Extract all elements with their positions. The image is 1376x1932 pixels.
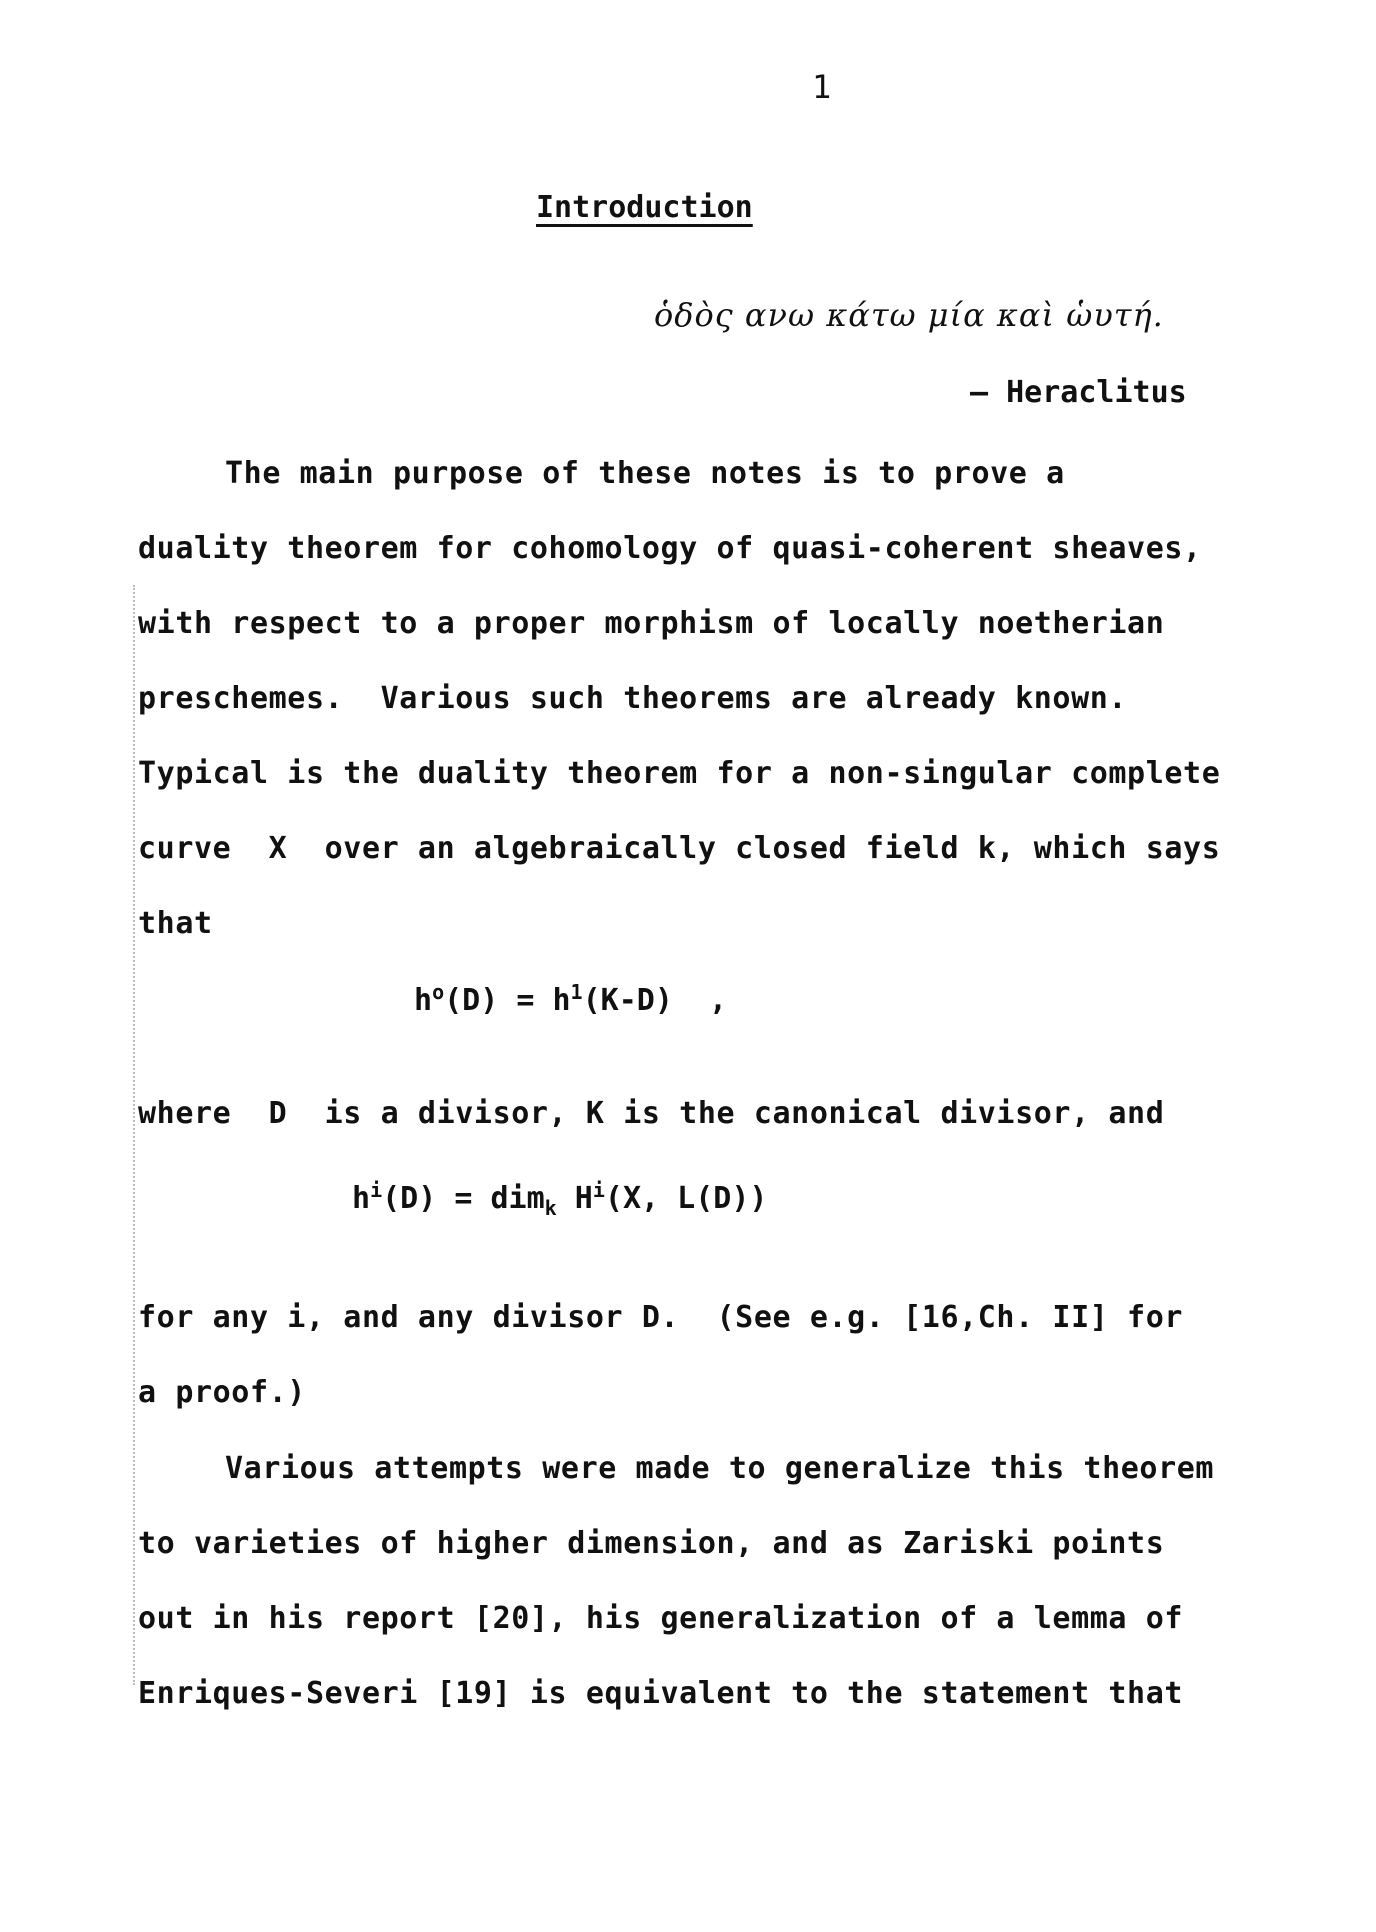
- text-line: Typical is the duality theorem for a non-singular complete: [138, 756, 1221, 791]
- eq-superscript: o: [432, 980, 445, 1004]
- epigraph-quote: ὁδὸς ανω κάτω μία καὶ ὡυτή.: [654, 296, 1164, 334]
- text-line: that: [138, 906, 213, 941]
- text-line: out in his report [20], his generalization of a lemma of: [138, 1601, 1184, 1636]
- eq-equals: =: [498, 983, 553, 1018]
- eq-dim: dim: [490, 1181, 545, 1216]
- text-line: duality theorem for cohomology of quasi-coherent sheaves,: [138, 531, 1202, 566]
- epigraph-attribution: — Heraclitus: [970, 375, 1187, 410]
- text-line: Enriques-Severi [19] is equivalent to the statement that: [138, 1676, 1184, 1711]
- text-line: to varieties of higher dimension, and as Zariski points: [138, 1526, 1165, 1561]
- eq-superscript: 1: [570, 980, 583, 1004]
- text-line: for any i, and any divisor D. (See e.g. [16,Ch. II] for: [138, 1300, 1184, 1335]
- eq-argument: (K-D): [582, 983, 673, 1018]
- text-line: Various attempts were made to generalize this theorem: [225, 1451, 1215, 1486]
- margin-scan-line: [133, 585, 135, 1685]
- equation-serre-duality: [414, 980, 727, 1018]
- eq-argument: (X, L(D)): [604, 1181, 768, 1216]
- text-line: The main purpose of these notes is to prove a: [225, 456, 1065, 491]
- eq-subscript: k: [544, 1196, 557, 1220]
- page-number: 1: [812, 68, 832, 106]
- eq-symbol: H: [556, 1181, 593, 1216]
- equation-dimension: [352, 1178, 767, 1220]
- eq-argument: (D): [444, 983, 499, 1018]
- text-line: a proof.): [138, 1375, 306, 1410]
- section-title: Introduction: [536, 190, 753, 225]
- text-line: curve X over an algebraically closed field k, which says: [138, 831, 1221, 866]
- eq-argument: (D): [382, 1181, 437, 1216]
- eq-symbol: h: [552, 983, 571, 1018]
- eq-equals: =: [436, 1181, 491, 1216]
- text-line: where D is a divisor, K is the canonical divisor, and: [138, 1096, 1165, 1131]
- eq-superscript: i: [370, 1178, 383, 1202]
- eq-superscript: i: [592, 1178, 605, 1202]
- text-line: with respect to a proper morphism of locally noetherian: [138, 606, 1165, 641]
- eq-symbol: h: [414, 983, 433, 1018]
- eq-symbol: h: [352, 1181, 371, 1216]
- text-line: preschemes. Various such theorems are already known.: [138, 681, 1128, 716]
- eq-comma: ,: [672, 983, 728, 1018]
